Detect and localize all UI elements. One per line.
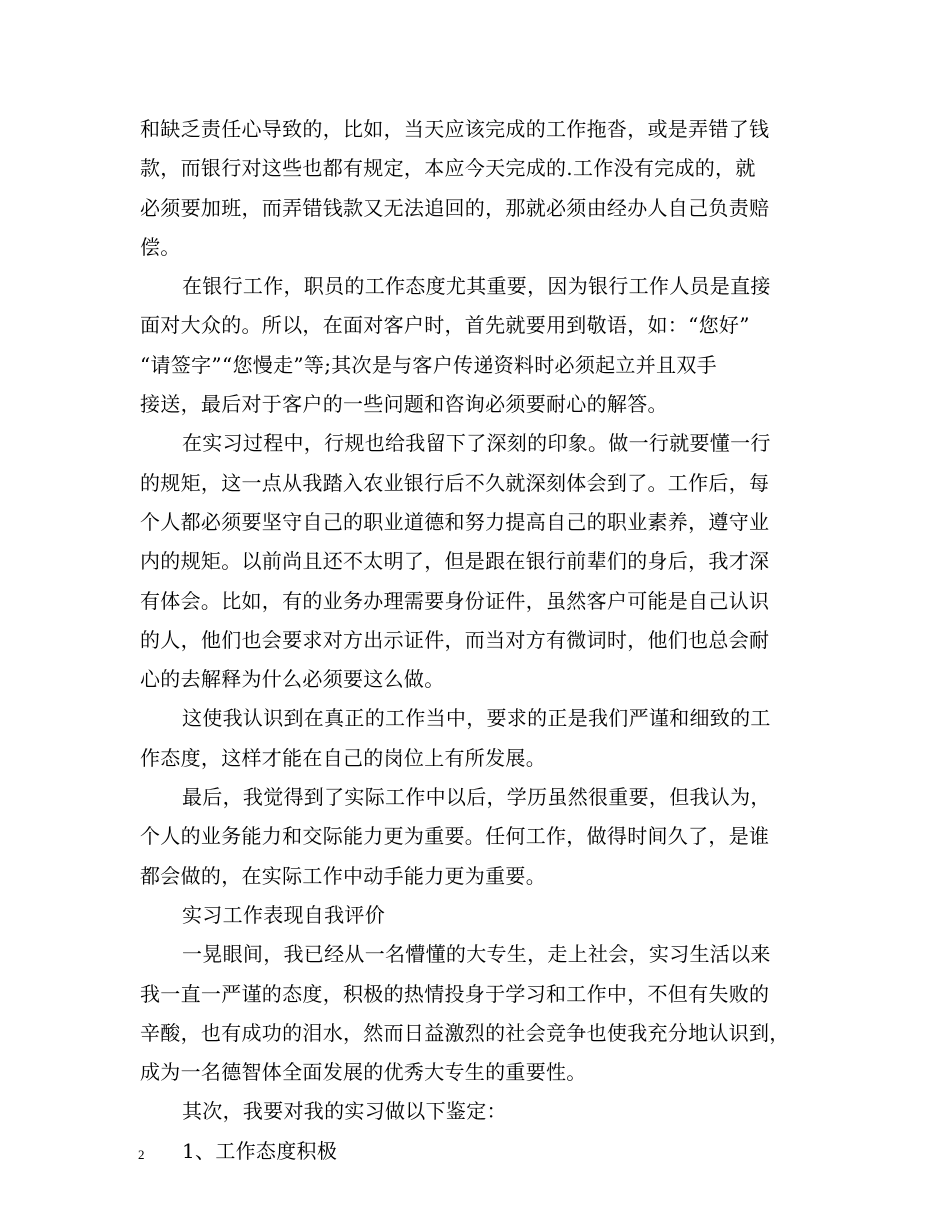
text-line: “请签字”“您慢走”等;其次是与客户传递资料时必须起立并且双手 bbox=[140, 352, 717, 377]
paragraph-first-line: 其次，我要对我的实习做以下鉴定： bbox=[182, 1099, 507, 1124]
text-line: 接送，最后对于客户的一些问题和咨询必须要耐心的解答。 bbox=[140, 392, 668, 417]
text-line: 心的去解释为什么必须要这么做。 bbox=[140, 667, 445, 692]
paragraph-first-line: 在实习过程中，行规也给我留下了深刻的印象。做一行就要懂一行 bbox=[182, 431, 771, 456]
document-body bbox=[140, 110, 830, 1171]
text-line: 个人的业务能力和交际能力更为重要。任何工作，做得时间久了，是谁 bbox=[140, 824, 770, 849]
text-line: 都会做的，在实际工作中动手能力更为重要。 bbox=[140, 863, 546, 888]
section-heading: 实习工作表现自我评价 bbox=[182, 902, 385, 927]
text-line: 我一直一严谨的态度，积极的热情投身于学习和工作中，不但有失败的 bbox=[140, 981, 770, 1006]
paragraph-first-line: 这使我认识到在真正的工作当中，要求的正是我们严谨和细致的工 bbox=[182, 706, 771, 731]
text-line: 必须要加班，而弄错钱款又无法追回的，那就必须由经办人自己负责赔 bbox=[140, 195, 770, 220]
text-line: 的人，他们也会要求对方出示证件，而当对方有微词时，他们也总会耐 bbox=[140, 627, 770, 652]
page-number: 2 bbox=[138, 1147, 145, 1162]
text-line: 偿。 bbox=[140, 234, 181, 259]
paragraph-first-line: 在银行工作，职员的工作态度尤其重要，因为银行工作人员是直接 bbox=[182, 274, 771, 299]
text-line: 的规矩，这一点从我踏入农业银行后不久就深刻体会到了。工作后，每 bbox=[140, 470, 770, 495]
text-line: 成为一名德智体全面发展的优秀大专生的重要性。 bbox=[140, 1060, 587, 1085]
paragraph-first-line: 一晃眼间，我已经从一名懵懂的大专生，走上社会，实习生活以来 bbox=[182, 942, 771, 967]
text-line: 辛酸，也有成功的泪水，然而日益激烈的社会竞争也使我充分地认识到， bbox=[140, 1020, 790, 1045]
text-line: 有体会。比如，有的业务办理需要身份证件，虽然客户可能是自己认识 bbox=[140, 588, 770, 613]
paragraph-first-line: 最后，我觉得到了实际工作中以后，学历虽然很重要，但我认为， bbox=[182, 785, 771, 810]
text-line: 作态度，这样才能在自己的岗位上有所发展。 bbox=[140, 745, 546, 770]
text-line: 内的规矩。以前尚且还不太明了，但是跟在银行前辈们的身后，我才深 bbox=[140, 549, 770, 574]
list-item: 1、工作态度积极 bbox=[182, 1138, 338, 1163]
text-line: 个人都必须要坚守自己的职业道德和努力提高自己的职业素养，遵守业 bbox=[140, 509, 770, 534]
text-line: 面对大众的。所以，在面对客户时，首先就要用到敬语，如：“您好” bbox=[140, 313, 750, 338]
text-line: 和缺乏责任心导致的，比如，当天应该完成的工作拖沓，或是弄错了钱 bbox=[140, 117, 770, 141]
text-line: 款，而银行对这些也都有规定，本应今天完成的.工作没有完成的，就 bbox=[140, 156, 756, 181]
